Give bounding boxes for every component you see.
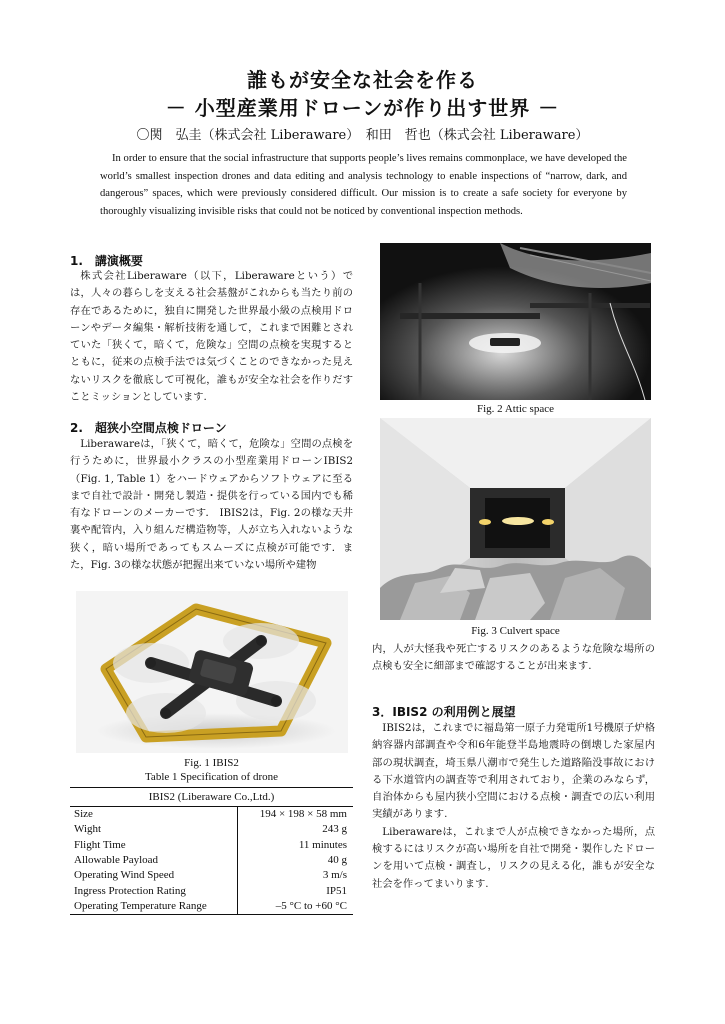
paper-title: 誰もが安全な社会を作る (247, 68, 478, 92)
row-value: 194 × 198 × 58 mm (237, 807, 353, 823)
section2-paragraph: Liberawareは，「狭くて，暗くて，危険な」空間の点検を行うために，世界最小クラスの小型産業用ドローンIBIS2（Fig. 1, Table 1）をハードウェアからソフトウェアに至るまで自社で設計・開発し製造・提供を行っている国内でも稀有なドローンのメーカーです． IBIS2は，Fig. 2の様な天井裏や配管内，入り組んだ構造物等，人が立ち入れないような狭く，暗い場所であってもスムーズに点検が可能です．また，Fig. 3の様な状態が把握出来ていない場所や建物 (70, 438, 353, 572)
fig1-caption: Fig. 1 IBIS2 (184, 757, 239, 769)
table-row (70, 868, 353, 883)
fig1-drone-photo (76, 591, 348, 753)
section1-body (70, 268, 353, 406)
table-row (70, 838, 353, 853)
paper-subtitle: － 小型産業用ドローンが作り出す世界 － (165, 96, 560, 120)
spec-table (70, 787, 353, 915)
row-label: Size (74, 808, 93, 821)
table-row (70, 899, 353, 915)
table-header-row (70, 788, 353, 807)
section2-paragraph-continued: 内，人が大怪我や死亡するリスクのあるような危険な場所の点検も安全に細部まで確認することが出来ます. (372, 643, 655, 673)
table-row (70, 807, 353, 823)
table-row (70, 822, 353, 837)
table-row (70, 883, 353, 898)
fig2-attic-photo (380, 243, 651, 400)
section2-body-continued (372, 641, 655, 676)
section1-paragraph: 株式会社Liberaware（以下，Liberawareという）では，人々の暮らしを支える社会基盤がこれからも当たり前の存在であるために，独自に開発した世界最小級の点検用ドローンやデータ編集・解析技術を通して，これまで困難とされていた「狭くて，暗くて，危険な」空間の点検を実現するとともに，従来の点検手法では気づくことのできなかった見えないリスクを徹底して可視化，誰もが安全な社会を作りだすことミッションとしています. (70, 270, 353, 404)
section3-paragraph-1: IBIS2は，これまでに福島第一原子力発電所1号機原子炉格納容器内部調査や令和6年能登半島地震時の倒壊した家屋内部の現状調査，埼玉県八潮市で発生した道路陥没事故における下水道管内の調査等で利用されており，企業のみならず，自治体からも屋内狭小空間における点検・調査での広い利用実績があります. (372, 722, 655, 821)
row-label: Operating Temperature Range (70, 899, 237, 915)
row-value: 11 minutes (237, 838, 353, 853)
table-header: IBIS2 (Liberaware Co.,Ltd.) (70, 788, 353, 807)
row-value: 40 g (237, 853, 353, 868)
row-label: Wight (74, 823, 102, 836)
section2-heading: 2. 超狭小空間点検ドローン (70, 421, 227, 435)
row-value: –5 °C to +60 °C (237, 899, 353, 915)
row-value: 3 m/s (237, 868, 353, 883)
section1-heading: 1. 講演概要 (70, 254, 143, 268)
fig3-caption: Fig. 3 Culvert space (471, 625, 560, 637)
section3-body (372, 720, 655, 893)
authors: 〇関 弘圭（株式会社 Liberaware） 和田 哲也（株式会社 Liberaware） (136, 128, 589, 143)
row-value: IP51 (237, 883, 353, 898)
abstract: In order to ensure that the social infrastructure that supports people’s lives remains commonplace, we have developed the world’s smallest inspection drones and data editing and analysis technology to enable inspections of “narrow, dark, and dangerous” spaces, which were previously considered difficult. Our mission is to create a safe society for everyone by thoroughly visualizing invisible risks that could not be noticed by conventional inspection methods. (100, 153, 627, 217)
section3-paragraph-2: Liberawareは，これまで人が点検できなかった場所，点検するにはリスクが高い場所を自社で開発・製作したドローンを用いて点検・調査し，リスクの見える化，誰もが安全な社会を作ってまいります. (372, 825, 655, 890)
section2-body (70, 436, 353, 574)
row-label: Ingress Protection Rating (74, 884, 186, 897)
section3-heading: 3．IBIS2 の利用例と展望 (372, 705, 516, 719)
fig2-caption: Fig. 2 Attic space (477, 403, 554, 415)
row-label: Allowable Payload (74, 854, 159, 867)
row-label: Operating Wind Speed (74, 869, 175, 882)
table-row (70, 853, 353, 868)
row-label: Flight Time (74, 838, 126, 851)
fig3-culvert-photo (380, 418, 651, 620)
table1-caption: Table 1 Specification of drone (144, 771, 278, 783)
row-value: 243 g (237, 822, 353, 837)
